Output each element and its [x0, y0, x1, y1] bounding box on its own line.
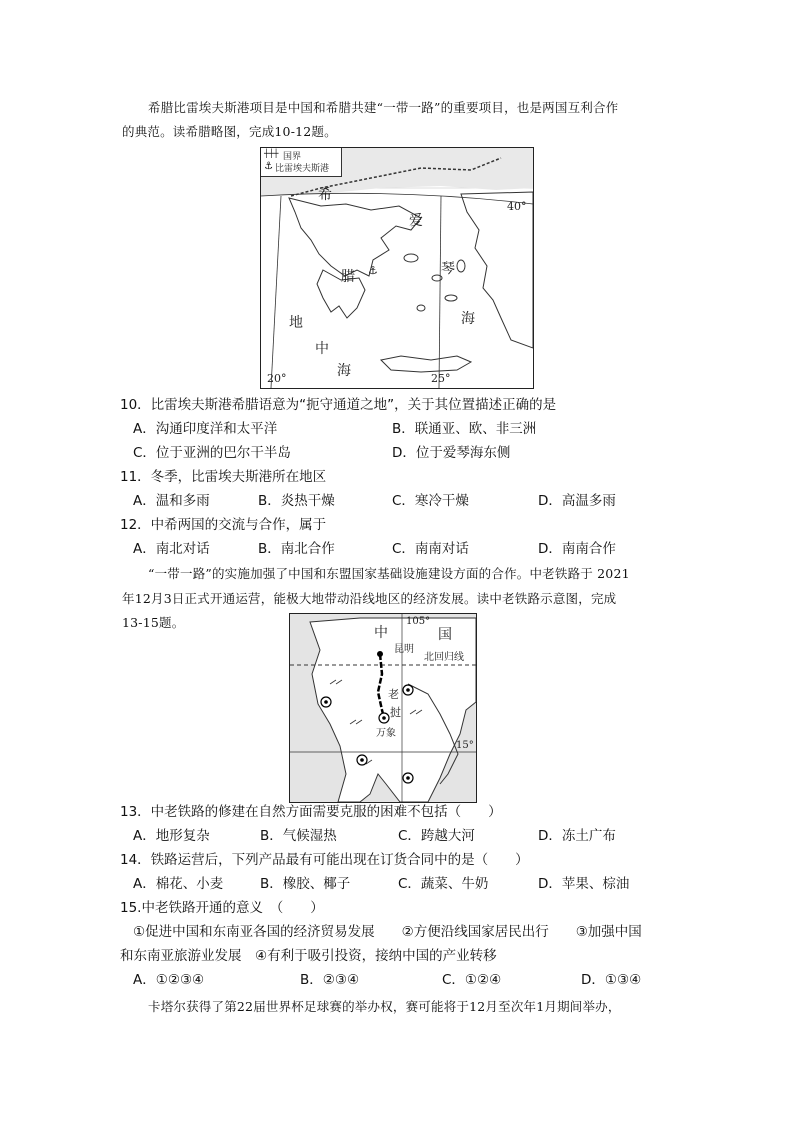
svg-text:⚓: ⚓ [368, 264, 378, 277]
q12-stem: 12．中希两国的交流与合作，属于 [120, 517, 327, 533]
q11-option-a[interactable]: A．温和多雨 [133, 493, 210, 509]
passage1-line2: 的典范。读希腊略图，完成10-12题。 [122, 124, 337, 139]
label-zhong: 中 [374, 625, 388, 641]
q15-option-b[interactable]: B．②③④ [300, 972, 360, 988]
q14-stem: 14．铁路运营后，下列产品最有可能出现在订货合同中的是（ ） [120, 852, 529, 868]
q10-stem: 10．比雷埃夫斯港希腊语意为“扼守通道之地”，关于其位置描述正确的是 [120, 397, 557, 413]
label-di: 地 [289, 315, 303, 331]
q12-option-a[interactable]: A．南北对话 [133, 541, 210, 557]
q12-option-b[interactable]: B．南北合作 [258, 541, 335, 557]
label-xi: 希 [318, 187, 332, 203]
q14-option-a[interactable]: A．棉花、小麦 [133, 876, 224, 892]
map1-legend [261, 148, 342, 177]
q15-option-c[interactable]: C．①②④ [442, 972, 502, 988]
q11-option-b[interactable]: B．炎热干燥 [258, 493, 335, 509]
passage3-line1: 卡塔尔获得了第22届世界杯足球赛的举办权，赛可能将于12月至次年1月期间举办， [148, 999, 621, 1014]
q15-statements-line1: ①促进中国和东南亚各国的经济贸易发展 ②方便沿线国家居民出行 ③加强中国 [133, 924, 642, 940]
lat-40-label: 40° [507, 200, 527, 213]
label-zhong: 中 [315, 341, 329, 357]
q11-option-c[interactable]: C．寒冷干燥 [392, 493, 469, 509]
q13-option-b[interactable]: B．气候湿热 [260, 828, 337, 844]
q11-option-d[interactable]: D．高温多雨 [538, 493, 616, 509]
q14-option-c[interactable]: C．蔬菜、牛奶 [398, 876, 489, 892]
label-aegean-hai: 海 [461, 311, 475, 327]
lon-105-label: 105° [406, 616, 431, 627]
label-la: 腊 [341, 269, 355, 285]
label-ai: 爱 [409, 213, 423, 229]
greece-map-drawing [261, 148, 533, 388]
q13-option-d[interactable]: D．冻土广布 [538, 828, 616, 844]
label-guo: 国 [438, 627, 452, 643]
q11-stem: 11．冬季，比雷埃夫斯港所在地区 [120, 469, 327, 485]
label-qin: 琴 [441, 261, 455, 277]
greece-map [260, 147, 534, 389]
lat-15-label: 15° [456, 740, 474, 751]
label-vientiane: 万象 [376, 728, 396, 739]
q10-option-b[interactable]: B．联通亚、欧、非三洲 [392, 421, 537, 437]
q10-option-a[interactable]: A．沟通印度洋和太平洋 [133, 421, 278, 437]
passage2-line3: 13-15题。 [122, 615, 185, 630]
anchor-icon: ⚓ [264, 161, 273, 172]
passage2-line2: 年12月3日正式开通运营，能极大地带动沿线地区的经济发展。读中老铁路示意图，完成 [122, 591, 617, 606]
legend-port-label: 比雷埃夫斯港 [275, 164, 330, 174]
q13-option-c[interactable]: C．跨越大河 [398, 828, 475, 844]
legend-border-label: 国界 [283, 152, 302, 162]
label-tropic: 北回归线 [424, 652, 464, 663]
q10-option-d[interactable]: D．位于爱琴海东侧 [392, 445, 511, 461]
q14-option-b[interactable]: B．橡胶、椰子 [260, 876, 351, 892]
label-kunming: 昆明 [394, 644, 414, 655]
q12-option-c[interactable]: C．南南对话 [392, 541, 469, 557]
label-lao: 老 [388, 688, 399, 701]
passage1-line1: 希腊比雷埃夫斯港项目是中国和希腊共建“一带一路”的重要项目，也是两国互利合作 [148, 100, 619, 115]
q10-option-c[interactable]: C．位于亚洲的巴尔干半岛 [133, 445, 291, 461]
q13-option-a[interactable]: A．地形复杂 [133, 828, 210, 844]
q12-option-d[interactable]: D．南南合作 [538, 541, 616, 557]
q13-stem: 13．中老铁路的修建在自然方面需要克服的困难不包括（ ） [120, 804, 502, 820]
label-med-hai: 海 [337, 363, 351, 379]
q15-option-a[interactable]: A．①②③④ [133, 972, 205, 988]
lon-20-label: 20° [267, 372, 287, 385]
label-wo: 挝 [390, 706, 401, 719]
q15-stem: 15.中老铁路开通的意义 （ ） [120, 900, 324, 916]
border-symbol-icon: ┼┼┼ [264, 149, 279, 158]
q15-option-d[interactable]: D．①③④ [581, 972, 642, 988]
lon-25-label: 25° [431, 372, 451, 385]
passage2-line1: “一带一路”的实施加强了中国和东盟国家基础设施建设方面的合作。中老铁路于 2021 [148, 566, 630, 581]
q15-statements-line2: 和东南亚旅游业发展 ④有利于吸引投资，接纳中国的产业转移 [120, 948, 497, 964]
china-laos-map [289, 613, 477, 803]
q14-option-d[interactable]: D．苹果、棕油 [538, 876, 630, 892]
